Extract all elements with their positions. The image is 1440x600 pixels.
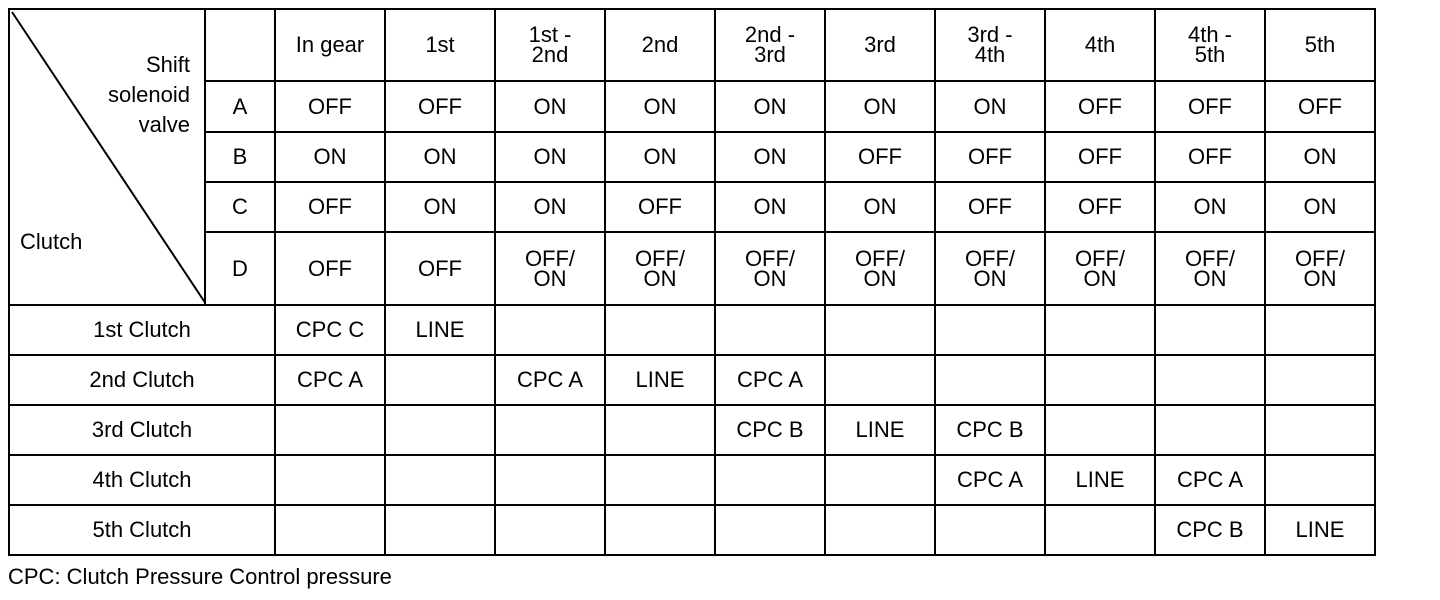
clutch-pressure-cell [1045,405,1155,455]
clutch-pressure-cell: CPC B [715,405,825,455]
solenoid-state-cell [1155,232,1265,305]
cell-line: ON [1303,265,1337,291]
solenoid-state-cell: OFF [605,182,715,232]
cell-line: ON [973,265,1007,291]
solenoid-state-cell: ON [605,132,715,182]
solenoid-state-cell: OFF [1045,81,1155,131]
clutch-pressure-cell [825,355,935,405]
clutch-pressure-cell [1265,405,1375,455]
solenoid-state-cell: OFF [275,232,385,305]
clutch-pressure-cell: LINE [1265,505,1375,555]
clutch-pressure-cell [605,405,715,455]
clutch-label: 5th Clutch [9,505,275,555]
solenoid-label: B [205,132,275,182]
clutch-pressure-cell [385,355,495,405]
gear-header [1155,9,1265,81]
solenoid-label: A [205,81,275,131]
gear-header: In gear [275,9,385,81]
clutch-pressure-cell [605,505,715,555]
clutch-pressure-cell: LINE [385,305,495,355]
clutch-pressure-cell: CPC B [935,405,1045,455]
clutch-pressure-cell [1265,455,1375,505]
solenoid-row [9,232,1375,305]
cell-line: OFF/ [964,245,1016,271]
cell-line: ON [1193,265,1227,291]
solenoid-state-cell: OFF [385,232,495,305]
cell-line: OFF/ [854,245,906,271]
clutch-label: 4th Clutch [9,455,275,505]
cell-line: 4th [974,42,1006,68]
cell-line: ON [533,265,567,291]
clutch-pressure-cell [275,505,385,555]
clutch-pressure-cell [495,505,605,555]
solenoid-state-cell: OFF [385,81,495,131]
corner-top-line: valve [138,112,190,137]
solenoid-state-cell: ON [385,132,495,182]
solenoid-state-cell: ON [1265,132,1375,182]
clutch-pressure-cell: CPC C [275,305,385,355]
clutch-row [9,405,1375,455]
cell-line: OFF/ [1294,245,1346,271]
solenoid-row [9,81,1375,131]
cell-line: 2nd [531,42,569,68]
clutch-pressure-cell [935,355,1045,405]
gear-header [715,9,825,81]
header-row [9,9,1375,81]
solenoid-state-cell: ON [495,132,605,182]
solenoid-state-cell: ON [715,132,825,182]
clutch-pressure-cell [1155,405,1265,455]
solenoid-state-cell: OFF [275,81,385,131]
corner-top-line: Shift [145,52,190,77]
clutch-pressure-cell [715,305,825,355]
clutch-pressure-cell: CPC A [1155,455,1265,505]
clutch-pressure-cell: CPC A [495,355,605,405]
cell-line: OFF/ [744,245,796,271]
solenoid-label: C [205,182,275,232]
clutch-pressure-cell [275,455,385,505]
solenoid-state-cell: ON [1265,182,1375,232]
clutch-pressure-cell [495,405,605,455]
solenoid-state-cell [1045,232,1155,305]
solenoid-state-cell: ON [1155,182,1265,232]
clutch-row [9,355,1375,405]
solenoid-state-cell: ON [715,81,825,131]
clutch-pressure-cell [605,305,715,355]
clutch-row [9,455,1375,505]
solenoid-state-cell [495,232,605,305]
clutch-pressure-cell [715,455,825,505]
clutch-pressure-cell [1045,355,1155,405]
cell-line: 1st - [528,22,572,48]
clutch-row [9,505,1375,555]
gear-header: 3rd [825,9,935,81]
cell-line: ON [863,265,897,291]
clutch-pressure-cell [385,455,495,505]
clutch-pressure-cell [1155,305,1265,355]
cell-line: OFF/ [1184,245,1236,271]
clutch-pressure-cell [495,305,605,355]
cell-line: OFF/ [1074,245,1126,271]
cell-line: 3rd [754,42,786,68]
clutch-pressure-cell [825,505,935,555]
solenoid-state-cell [1265,232,1375,305]
clutch-pressure-cell [1265,305,1375,355]
solenoid-state-cell: OFF [275,182,385,232]
solenoid-state-cell: ON [275,132,385,182]
blank-header-cell [205,9,275,81]
solenoid-state-cell: OFF [1045,132,1155,182]
clutch-pressure-cell [1045,305,1155,355]
solenoid-state-cell: ON [825,81,935,131]
clutch-pressure-cell [1155,355,1265,405]
solenoid-state-cell: ON [605,81,715,131]
corner-bottom-label: Clutch [20,229,83,254]
solenoid-state-cell: ON [385,182,495,232]
clutch-pressure-cell [605,455,715,505]
corner-top-line: solenoid [108,82,190,107]
solenoid-state-cell [605,232,715,305]
solenoid-state-cell: OFF [825,132,935,182]
solenoid-state-cell: OFF [935,182,1045,232]
solenoid-state-cell [935,232,1045,305]
clutch-pressure-cell [935,505,1045,555]
solenoid-label: D [205,232,275,305]
gear-header: 4th [1045,9,1155,81]
clutch-pressure-cell: CPC A [275,355,385,405]
footnote: CPC: Clutch Pressure Control pressure [8,564,392,589]
solenoid-row [9,132,1375,182]
clutch-pressure-cell: CPC B [1155,505,1265,555]
gear-header: 2nd [605,9,715,81]
solenoid-state-cell: OFF [1045,182,1155,232]
clutch-pressure-cell: LINE [1045,455,1155,505]
clutch-pressure-cell [825,455,935,505]
gear-header [935,9,1045,81]
solenoid-state-cell: OFF [1155,81,1265,131]
cell-line: ON [753,265,787,291]
corner-header-cell [9,9,205,305]
gear-header: 5th [1265,9,1375,81]
solenoid-state-cell [825,232,935,305]
gear-header: 1st [385,9,495,81]
clutch-pressure-cell: CPC A [715,355,825,405]
clutch-pressure-cell [825,305,935,355]
solenoid-state-cell: ON [495,81,605,131]
cell-line: ON [1083,265,1117,291]
cell-line: 5th [1194,42,1226,68]
clutch-pressure-cell [385,505,495,555]
solenoid-state-cell: OFF [1155,132,1265,182]
cell-line: ON [643,265,677,291]
cell-line: 4th - [1187,22,1233,48]
cell-line: OFF/ [524,245,576,271]
cell-line: OFF/ [634,245,686,271]
clutch-label: 1st Clutch [9,305,275,355]
clutch-pressure-cell [495,455,605,505]
clutch-label: 3rd Clutch [9,405,275,455]
clutch-pressure-cell [1045,505,1155,555]
solenoid-state-cell: OFF [1265,81,1375,131]
solenoid-state-cell: ON [935,81,1045,131]
shift-solenoid-clutch-table [8,8,1376,556]
gear-header [495,9,605,81]
clutch-pressure-cell [275,405,385,455]
cell-line: 3rd - [967,22,1013,48]
solenoid-state-cell: OFF [935,132,1045,182]
corner-top-label [98,50,190,140]
solenoid-row [9,182,1375,232]
clutch-pressure-cell: LINE [605,355,715,405]
clutch-label: 2nd Clutch [9,355,275,405]
solenoid-state-cell [715,232,825,305]
clutch-pressure-cell [385,405,495,455]
clutch-row [9,305,1375,355]
solenoid-state-cell: ON [715,182,825,232]
clutch-pressure-cell [715,505,825,555]
cell-line: 2nd - [744,22,796,48]
clutch-pressure-cell [1265,355,1375,405]
solenoid-state-cell: ON [825,182,935,232]
clutch-pressure-cell: CPC A [935,455,1045,505]
clutch-pressure-cell [935,305,1045,355]
solenoid-state-cell: ON [495,182,605,232]
clutch-pressure-cell: LINE [825,405,935,455]
